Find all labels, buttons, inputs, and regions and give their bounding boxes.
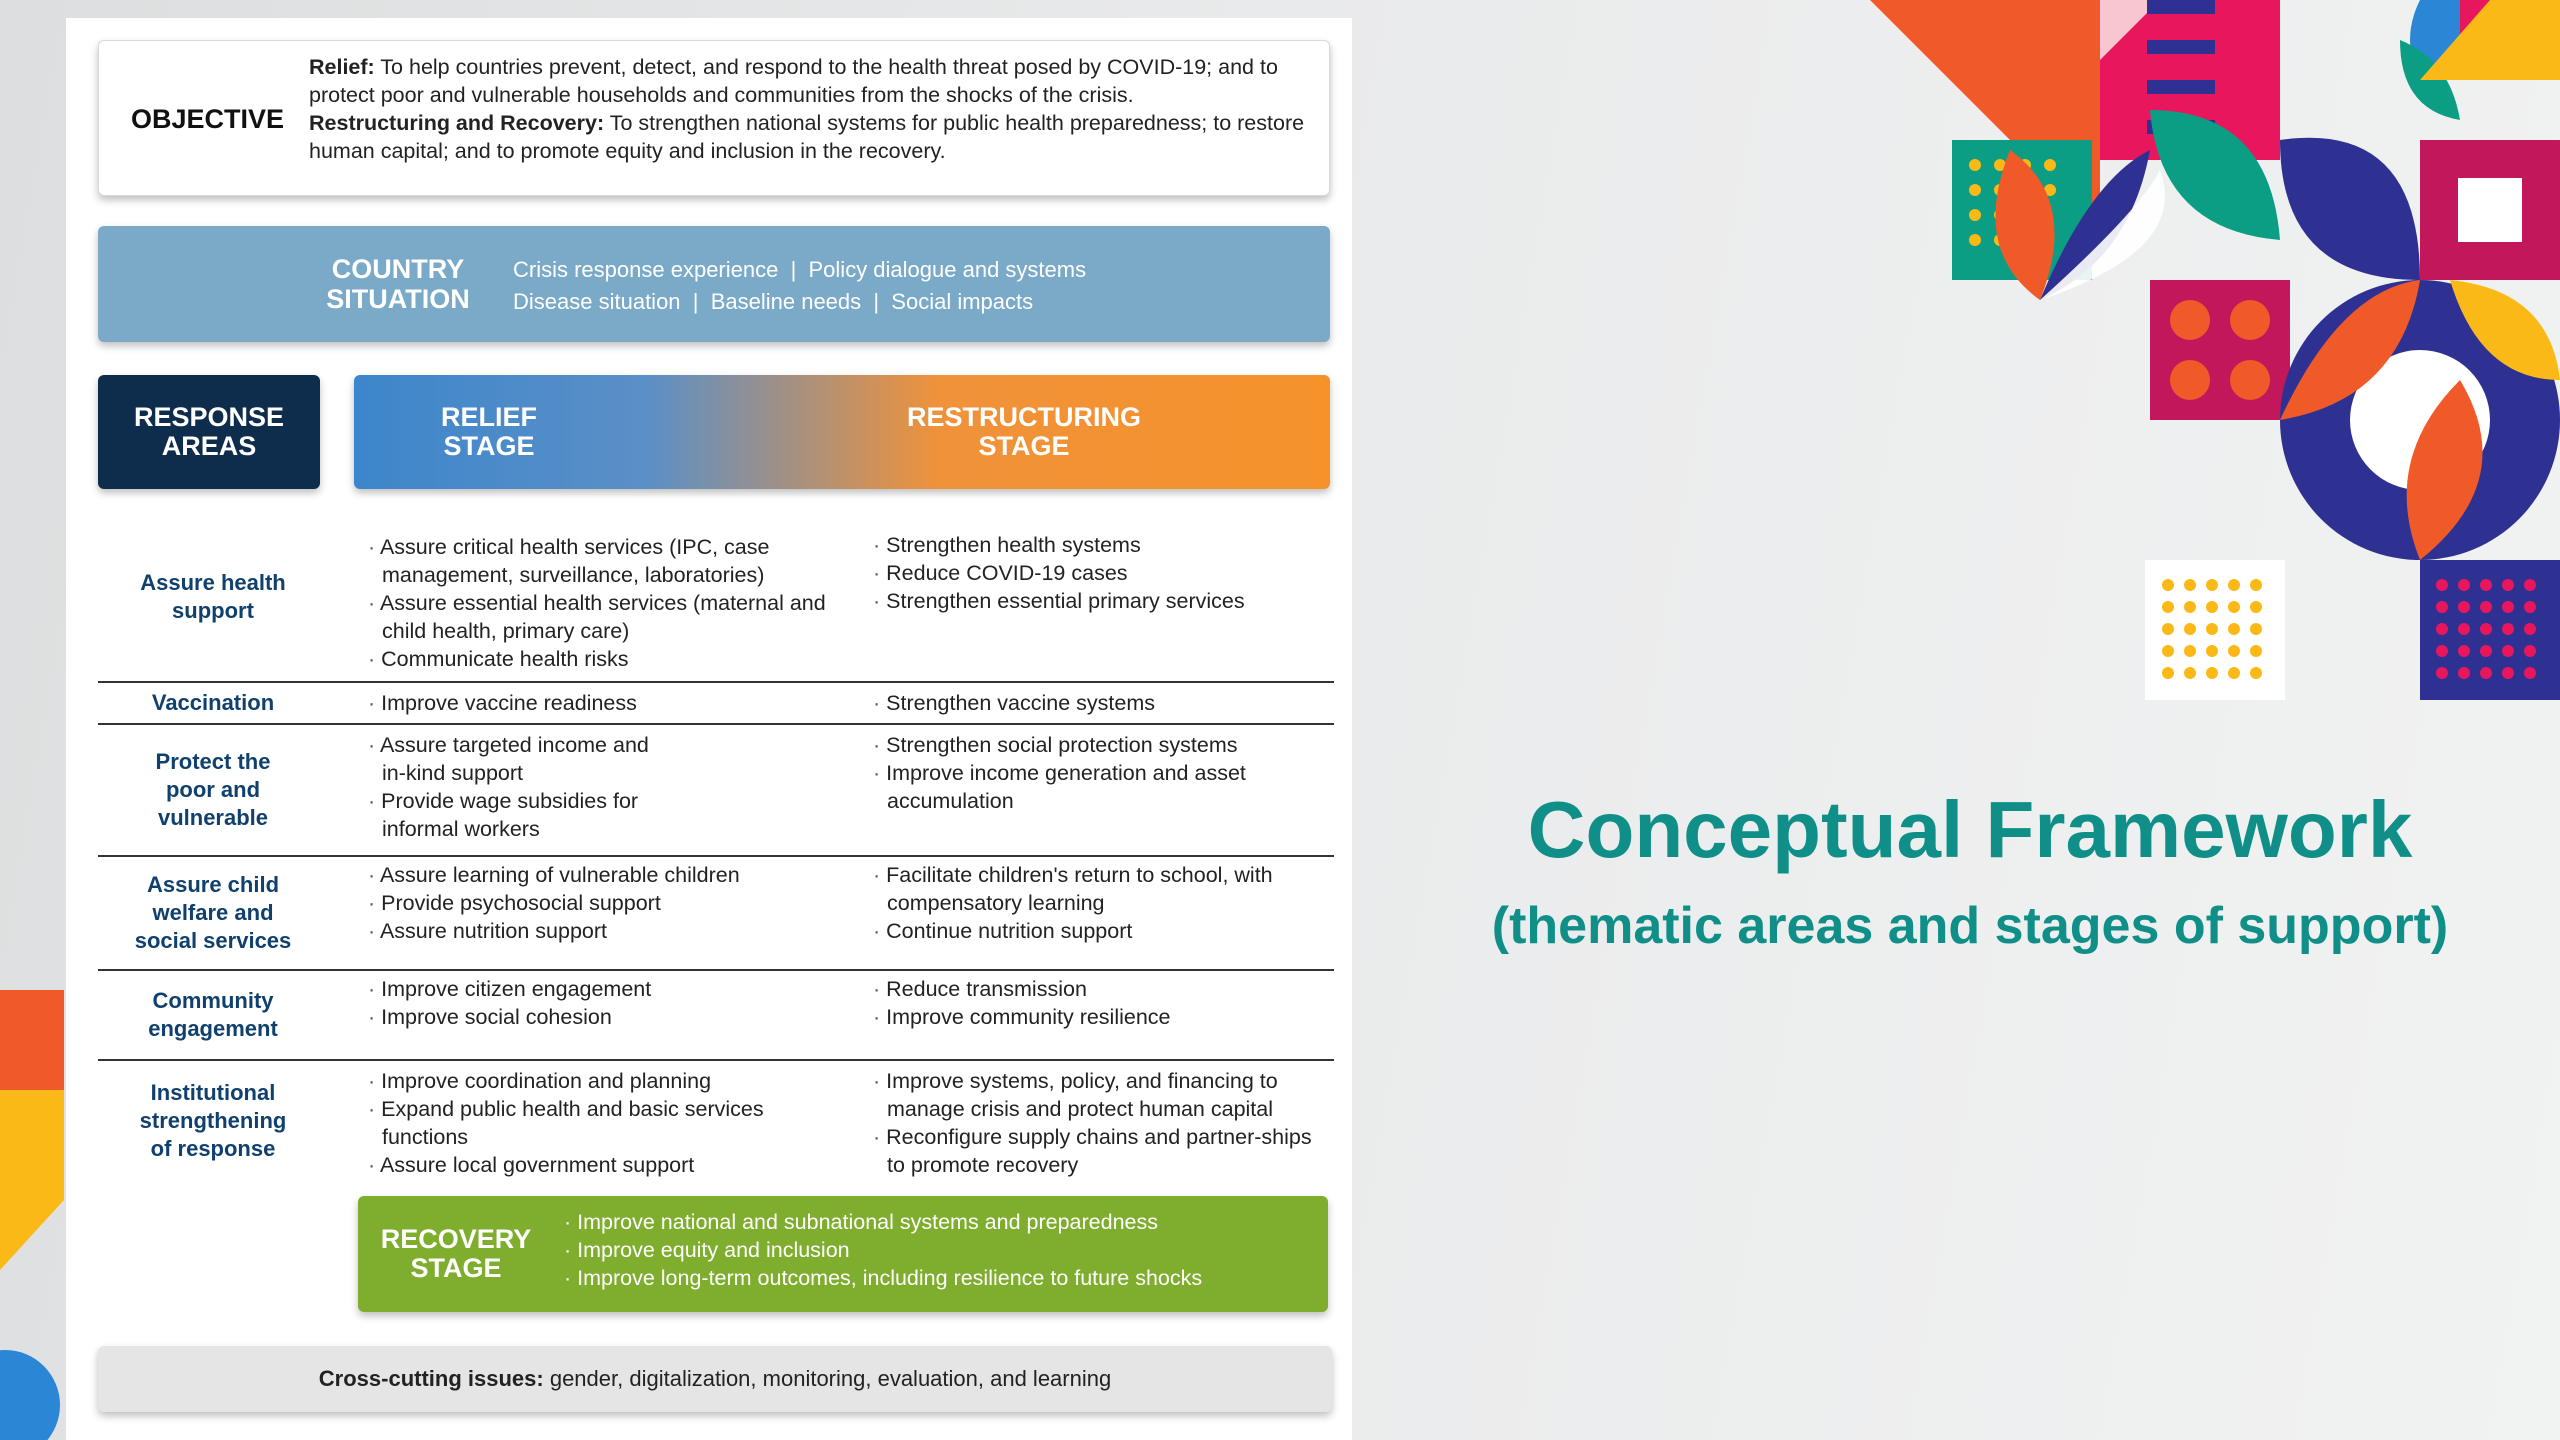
slide-subtitle: (thematic areas and stages of support) <box>1491 897 2449 955</box>
objective-text <box>309 53 1309 165</box>
list-item: · Assure learning of vulnerable children <box>368 861 833 889</box>
list-item: · Improve citizen engagement <box>368 975 833 1003</box>
country-situation-text <box>513 254 1086 318</box>
table-row <box>98 683 1334 725</box>
list-item: · Assure essential health services (maternal and child health, primary care) <box>368 589 833 645</box>
objective-relief-text: To help countries prevent, detect, and respond to the health threat posed by COVID-19; and to protect poor and vulnerable households and communities from the shocks of the crisis. <box>309 55 1278 107</box>
row-area-label: Assure health support <box>140 570 286 623</box>
list-item: · Reduce transmission <box>873 975 1303 1003</box>
row-restructuring-column <box>873 689 1303 717</box>
list-item: · Strengthen social protection systems <box>873 731 1303 759</box>
row-relief-column <box>368 533 833 673</box>
row-area-label: Community engagement <box>148 988 278 1041</box>
list-item: · Improve coordination and planning <box>368 1067 768 1095</box>
list-item: · Improve income generation and asset accumulation <box>873 759 1303 815</box>
objective-restructuring-label: Restructuring and Recovery: <box>309 111 605 135</box>
row-relief-column <box>368 1067 768 1179</box>
objective-box <box>98 40 1330 196</box>
country-line1: Crisis response experience | Policy dialogue and systems <box>513 257 1087 282</box>
list-item: · Reduce COVID-19 cases <box>873 559 1303 587</box>
list-item: · Assure critical health services (IPC, case management, surveillance, laboratories) <box>368 533 833 589</box>
list-item: · Improve equity and inclusion <box>564 1236 1202 1264</box>
left-deco-orange-block <box>0 990 64 1090</box>
list-item: · Continue nutrition support <box>873 917 1303 945</box>
response-areas-line1: RESPONSE <box>133 402 285 432</box>
slide-title: Conceptual Framework <box>1527 785 2413 874</box>
cross-cutting-label: Cross-cutting issues: <box>318 1366 544 1391</box>
relief-line1: RELIEF <box>440 402 537 432</box>
row-relief-column <box>368 861 833 945</box>
deco-stripe <box>2147 40 2215 54</box>
table-row <box>98 513 1334 683</box>
table-row <box>98 971 1334 1061</box>
list-item: · Facilitate children's return to school, with compensatory learning <box>873 861 1303 917</box>
country-situation-box <box>98 226 1330 342</box>
left-deco-yellow-triangle <box>0 1200 64 1270</box>
row-area-label: Institutional strengthening of response <box>139 1080 287 1161</box>
cross-cutting-box <box>98 1346 1332 1412</box>
list-item: · Strengthen vaccine systems <box>873 689 1303 717</box>
objective-label: OBJECTIVE <box>131 103 285 134</box>
deco-crimson-block <box>2150 280 2290 420</box>
row-relief-column <box>368 731 668 843</box>
list-item: · Improve long-term outcomes, including resilience to future shocks <box>564 1264 1202 1292</box>
objective-relief-label: Relief: <box>309 55 375 79</box>
list-item: · Improve vaccine readiness <box>368 689 833 717</box>
framework-panel <box>66 18 1352 1440</box>
relief-stage-label <box>414 375 564 489</box>
row-restructuring-column <box>873 531 1303 615</box>
country-line2: Disease situation | Baseline needs | Social impacts <box>513 289 1034 314</box>
left-decorative-strip <box>0 0 66 1440</box>
list-item: · Provide wage subsidies for informal workers <box>368 787 668 843</box>
row-area-label: Protect the poor and vulnerable <box>155 749 271 830</box>
row-restructuring-column <box>873 1067 1313 1179</box>
response-rows <box>98 513 1334 1211</box>
recovery-stage-box <box>358 1196 1328 1312</box>
table-row <box>98 725 1334 857</box>
restructuring-line2: STAGE <box>978 431 1070 461</box>
restructuring-line1: RESTRUCTURING <box>907 402 1141 432</box>
country-label-line1: COUNTRY <box>331 254 465 284</box>
row-relief-column <box>368 975 833 1031</box>
list-item: · Reconfigure supply chains and partner-ships to promote recovery <box>873 1123 1313 1179</box>
list-item: · Provide psychosocial support <box>368 889 833 917</box>
list-item: · Assure nutrition support <box>368 917 833 945</box>
recovery-line1: RECOVERY <box>380 1224 532 1254</box>
list-item: · Improve social cohesion <box>368 1003 833 1031</box>
row-area-label: Assure child welfare and social services <box>134 872 292 953</box>
response-areas-header <box>98 375 320 489</box>
list-item: · Improve community resilience <box>873 1003 1303 1031</box>
list-item: · Strengthen essential primary services <box>873 587 1303 615</box>
stages-header <box>354 375 1330 489</box>
deco-stripe <box>2147 80 2215 94</box>
relief-line2: STAGE <box>443 431 535 461</box>
recovery-stage-label <box>358 1196 554 1312</box>
list-item: · Strengthen health systems <box>873 531 1303 559</box>
country-label-line2: SITUATION <box>326 284 470 314</box>
deco-white-square <box>2458 178 2522 242</box>
deco-stripe <box>2147 0 2215 14</box>
left-deco-yellow-block <box>0 1090 64 1200</box>
row-restructuring-column <box>873 861 1303 945</box>
recovery-line2: STAGE <box>410 1253 502 1283</box>
list-item: · Improve national and subnational systems and preparedness <box>564 1208 1202 1236</box>
left-deco-blue-circle <box>0 1350 60 1440</box>
slide-heading <box>1420 780 2520 964</box>
row-restructuring-column <box>873 975 1303 1031</box>
list-item: · Expand public health and basic services functions <box>368 1095 768 1151</box>
list-item: · Assure local government support <box>368 1151 768 1179</box>
table-row <box>98 1061 1334 1211</box>
restructuring-stage-label <box>874 375 1174 489</box>
row-relief-column <box>368 689 833 717</box>
recovery-items <box>564 1208 1202 1292</box>
decorative-mosaic <box>1860 0 2560 700</box>
deco-navy-petal <box>2280 138 2420 280</box>
table-row <box>98 857 1334 971</box>
row-restructuring-column <box>873 731 1303 815</box>
response-areas-line2: AREAS <box>161 431 257 461</box>
row-area-label: Vaccination <box>151 690 275 715</box>
list-item: · Improve systems, policy, and financing to manage crisis and protect human capital <box>873 1067 1313 1123</box>
list-item: · Communicate health risks <box>368 645 833 673</box>
objective-restructuring-text: To strengthen national systems for public health preparedness; to restore human capital; and to promote equity and inclusion in the recovery. <box>309 111 1305 163</box>
country-situation-label <box>308 226 488 342</box>
cross-cutting-text: gender, digitalization, monitoring, evaluation, and learning <box>543 1366 1112 1391</box>
list-item: · Assure targeted income and in-kind support <box>368 731 668 787</box>
